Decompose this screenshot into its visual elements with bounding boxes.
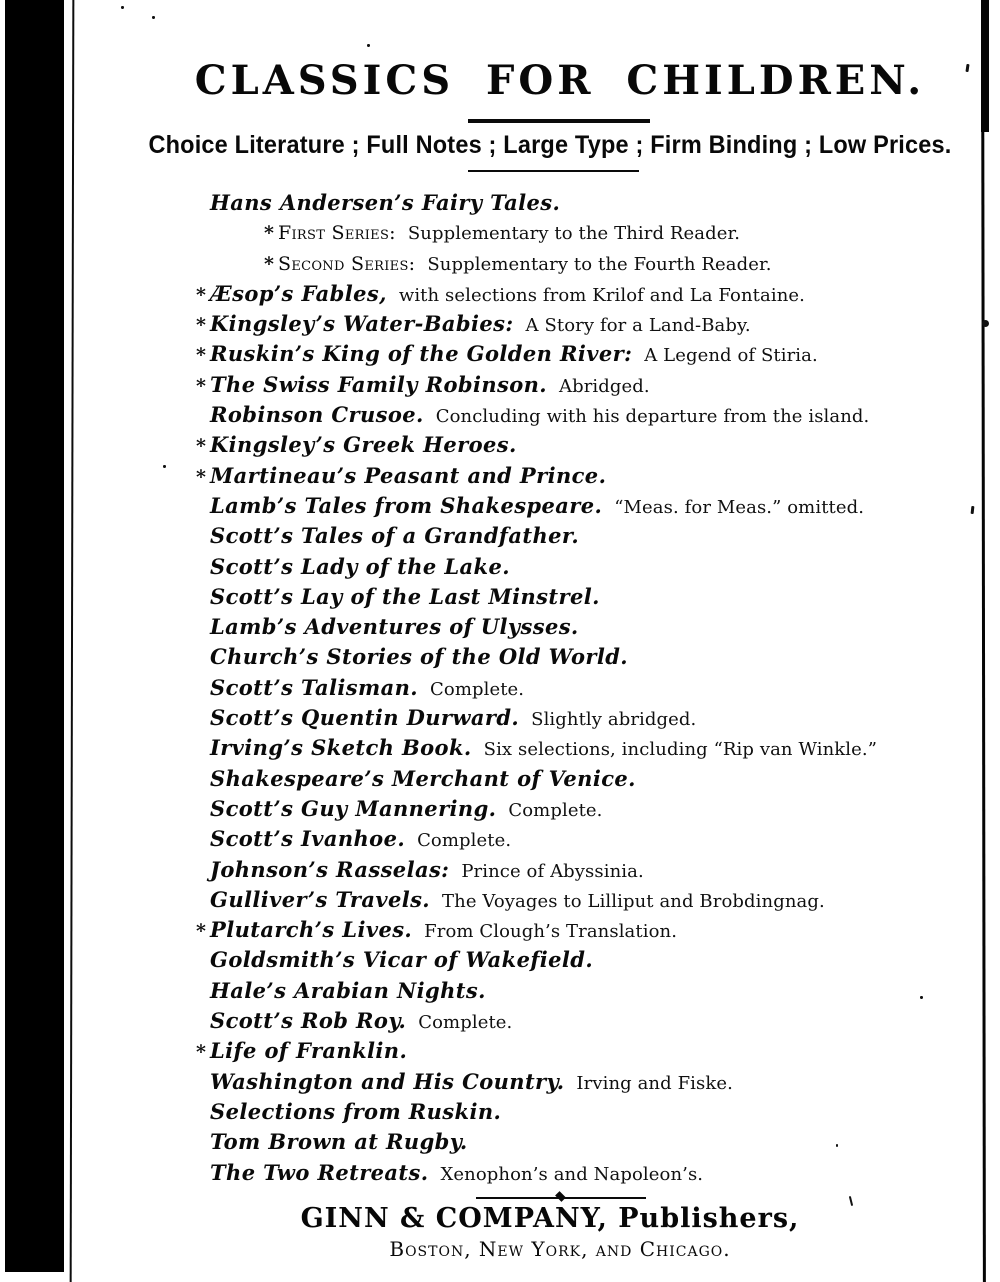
book-note: From Clough’s Translation. — [424, 921, 678, 943]
book-title: Robinson Crusoe. — [210, 402, 424, 428]
book-note: A Story for a Land-Baby. — [525, 315, 751, 337]
book-note: Abridged. — [559, 375, 650, 397]
book-title: Scott’s Lay of the Last Minstrel. — [210, 583, 600, 609]
book-title: Scott’s Talisman. — [210, 674, 419, 700]
page-gutter-line — [70, 0, 75, 1282]
book-title: Irving’s Sketch Book. — [210, 735, 472, 761]
title-divider-rule — [468, 119, 650, 123]
book-title: Scott’s Rob Roy. — [210, 1008, 407, 1034]
list-item — [100, 1006, 982, 1036]
list-item — [100, 582, 982, 612]
book-title: Shakespeare’s Merchant of Venice. — [210, 765, 636, 791]
subtitle-divider-rule — [468, 170, 639, 172]
book-title: Martineau’s Peasant and Prince. — [210, 462, 607, 488]
book-list — [100, 188, 982, 1188]
book-title: Gulliver’s Travels. — [210, 886, 431, 912]
list-item — [100, 491, 982, 521]
scan-speck — [367, 44, 370, 47]
book-title: Plutarch’s Lives. — [210, 917, 413, 943]
list-item — [100, 339, 982, 369]
book-title: Johnson’s Rasselas: — [210, 856, 450, 882]
book-note: Complete. — [418, 1012, 513, 1034]
book-note: Complete. — [508, 799, 603, 821]
asterisk-marker: * — [196, 344, 206, 367]
book-note: The Voyages to Lilliput and Brobdingnag. — [442, 890, 825, 912]
list-item — [100, 249, 982, 279]
list-item — [100, 945, 982, 975]
asterisk-marker: * — [196, 283, 206, 306]
list-item — [100, 764, 982, 794]
list-item — [100, 1127, 982, 1157]
asterisk-marker: * — [196, 465, 206, 488]
scan-speck — [121, 6, 124, 9]
book-title: Hans Andersen’s Fairy Tales. — [210, 190, 561, 215]
list-item — [100, 915, 982, 945]
list-item — [100, 1097, 982, 1127]
publisher-line: GINN & COMPANY, Publishers, — [300, 1203, 800, 1234]
asterisk-marker: * — [264, 252, 274, 275]
list-item — [100, 612, 982, 642]
list-item — [100, 733, 982, 763]
list-item — [100, 976, 982, 1006]
book-note: Supplementary to the Third Reader. — [407, 223, 741, 245]
book-title: Washington and His Country. — [210, 1068, 565, 1094]
book-title: Scott’s Ivanhoe. — [210, 826, 406, 852]
binding-shadow-bar — [5, 0, 64, 1272]
book-title: The Swiss Family Robinson. — [210, 371, 547, 397]
book-title: Lamb’s Adventures of Ulysses. — [210, 614, 579, 640]
list-item — [100, 370, 982, 400]
publisher-cities: Boston, New York, and Chicago. — [389, 1237, 731, 1261]
list-item — [100, 1158, 982, 1188]
asterisk-marker: * — [196, 920, 206, 943]
book-title: Kingsley’s Greek Heroes. — [210, 432, 517, 458]
book-title: First Series: — [278, 222, 396, 245]
list-item — [100, 885, 982, 915]
asterisk-marker: * — [196, 314, 206, 337]
list-item — [100, 824, 982, 854]
page-title: CLASSICS FOR CHILDREN. — [194, 57, 926, 104]
book-title: Second Series: — [278, 252, 416, 275]
book-title: Goldsmith’s Vicar of Wakefield. — [210, 947, 594, 973]
list-item — [100, 188, 982, 218]
book-title: Scott’s Quentin Durward. — [210, 705, 520, 731]
book-title: Kingsley’s Water-Babies: — [210, 311, 514, 337]
book-note: Six selections, including “Rip van Winkle.” — [483, 739, 878, 761]
book-note: “Meas. for Meas.” omitted. — [614, 496, 865, 518]
list-item — [100, 309, 982, 339]
book-title: Selections from Ruskin. — [210, 1098, 502, 1124]
asterisk-marker: * — [196, 374, 206, 397]
book-note: Xenophon’s and Napoleon’s. — [440, 1163, 704, 1185]
book-note: Slightly abridged. — [531, 709, 697, 731]
book-title: The Two Retreats. — [210, 1159, 429, 1185]
list-item — [100, 552, 982, 582]
list-item — [100, 673, 982, 703]
book-note: Prince of Abyssinia. — [461, 860, 644, 882]
book-note: Irving and Fiske. — [576, 1072, 733, 1094]
list-item — [100, 794, 982, 824]
book-note: A Legend of Stiria. — [644, 345, 818, 367]
scan-speck — [982, 320, 989, 327]
list-item — [100, 430, 982, 460]
page-subtitle: Choice Literature ; Full Notes ; Large Type ; Firm Binding ; Low Prices. — [148, 131, 952, 159]
book-note: Complete. — [430, 678, 525, 700]
list-item — [100, 1036, 982, 1066]
list-item — [100, 703, 982, 733]
book-title: Church’s Stories of the Old World. — [210, 644, 628, 670]
scan-speck — [152, 16, 155, 19]
list-item — [100, 521, 982, 551]
book-title: Ruskin’s King of the Golden River: — [210, 341, 633, 367]
list-item — [100, 461, 982, 491]
asterisk-marker: * — [196, 435, 206, 458]
list-item — [100, 855, 982, 885]
book-title: Scott’s Guy Mannering. — [210, 795, 497, 821]
book-title: Life of Franklin. — [210, 1038, 408, 1064]
footer-ornament — [555, 1191, 566, 1202]
list-item — [100, 218, 982, 248]
book-note: Concluding with his departure from the island. — [435, 406, 870, 428]
list-item — [100, 1067, 982, 1097]
list-item — [100, 279, 982, 309]
book-title: Scott’s Tales of a Grandfather. — [210, 523, 580, 549]
book-note: with selections from Krilof and La Fontaine. — [398, 284, 805, 306]
list-item — [100, 642, 982, 672]
book-note: Supplementary to the Fourth Reader. — [427, 253, 772, 275]
book-note: Complete. — [417, 830, 512, 852]
asterisk-marker: * — [196, 1041, 206, 1064]
asterisk-marker: * — [264, 222, 274, 245]
book-title: Hale’s Arabian Nights. — [210, 977, 486, 1003]
book-title: Æsop’s Fables, — [210, 280, 387, 306]
book-title: Scott’s Lady of the Lake. — [210, 553, 510, 579]
book-title: Tom Brown at Rugby. — [210, 1129, 468, 1155]
list-item — [100, 400, 982, 430]
book-title: Lamb’s Tales from Shakespeare. — [210, 492, 603, 518]
